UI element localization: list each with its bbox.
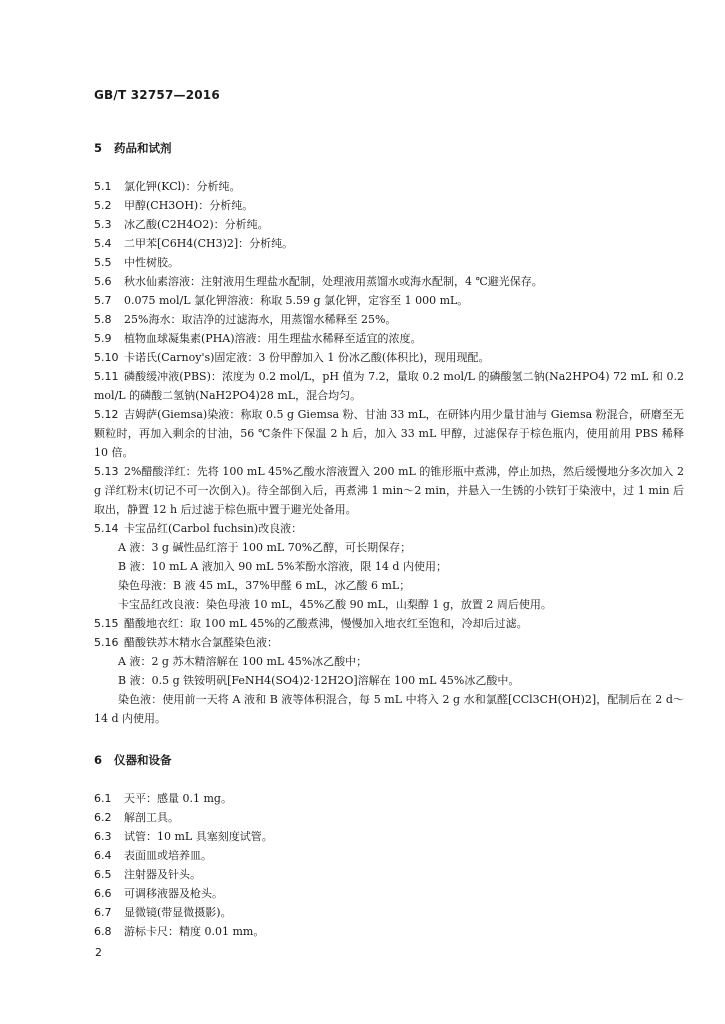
clause-5-10: 5.10 卡诺氏(Carnoy's)固定液：3 份甲醇加入 1 份冰乙酸(体积比)，现用现配。 — [94, 351, 490, 364]
clause-6-2: 6.2 解剖工具。 — [94, 811, 179, 824]
clause-5-12: 5.12 吉姆萨(Giemsa)染液：称取 0.5 g Giemsa 粉、甘油 33 mL，在研钵内用少量甘油与 Giemsa 粉混合，研磨至无颗粒时，再加入剩余的甘油，56 ℃条件下保温 2 h 后，加入 33 mL 甲醇，过滤保存于棕色瓶内，使用前用 PBS 稀释 10 倍。 — [94, 408, 684, 459]
page-number: 2 — [95, 946, 102, 959]
section-6-items — [94, 789, 684, 941]
clause-6-3: 6.3 试管：10 mL 具塞刻度试管。 — [94, 830, 273, 843]
clause-6-7: 6.7 显微镜(带显微摄影)。 — [94, 906, 232, 919]
clause-5-15: 5.15 醋酸地衣红：取 100 mL 45%的乙酸煮沸，慢慢加入地衣红至饱和，冷却后过滤。 — [94, 617, 528, 630]
standard-number: GB/T 32757—2016 — [94, 88, 220, 102]
clause-5-14-sub-d: 卡宝品红改良液：染色母液 10 mL，45%乙酸 90 mL，山梨醇 1 g，放置 2 周后使用。 — [118, 598, 552, 611]
clause-5-16: 5.16 醋酸铁苏木精水合氯醛染色液： — [94, 636, 278, 649]
clause-6-5: 6.5 注射器及针头。 — [94, 868, 201, 881]
clause-5-16-sub-b: B 液：0.5 g 铁铵明矾[FeNH4(SO4)2·12H2O]溶解在 100 mL 45%冰乙酸中。 — [118, 674, 520, 687]
clause-5-14: 5.14 卡宝品红(Carbol fuchsin)改良液： — [94, 522, 303, 535]
clause-5-3: 5.3 冰乙酸(C2H4O2)：分析纯。 — [94, 218, 269, 231]
section-5-number: 5 — [94, 141, 103, 155]
section-5-heading: 药品和试剂 — [114, 141, 172, 155]
clause-6-6: 6.6 可调移液器及枪头。 — [94, 887, 223, 900]
clause-6-4: 6.4 表面皿或培养皿。 — [94, 849, 212, 862]
clause-5-6: 5.6 秋水仙素溶液：注射液用生理盐水配制，处理液用蒸馏水或海水配制，4 ℃避光保存。 — [94, 275, 543, 288]
clause-5-2: 5.2 甲醇(CH3OH)：分析纯。 — [94, 199, 254, 212]
clause-5-14-sub-a: A 液：3 g 碱性品红溶于 100 mL 70%乙醇，可长期保存； — [118, 541, 412, 554]
clause-5-13: 5.13 2%醋酸洋红：先将 100 mL 45%乙酸水溶液置入 200 mL 的锥形瓶中煮沸，停止加热，然后缓慢地分多次加入 2 g 洋红粉末(切记不可一次倒入)。待全部倒入后，再煮沸 1 min～2 min，并悬入一生锈的小铁钉于染液中，过 1 min 后取出，静置 12 h 后过滤于棕色瓶中置于避光处备用。 — [94, 465, 684, 516]
clause-5-16-sub-a: A 液：2 g 苏木精溶解在 100 mL 45%冰乙酸中； — [118, 655, 368, 668]
clause-5-14-sub-b: B 液：10 mL A 液加入 90 mL 5%苯酚水溶液，限 14 d 内使用； — [118, 560, 447, 573]
clause-5-9: 5.9 植物血球凝集素(PHA)溶液：用生理盐水稀释至适宜的浓度。 — [94, 332, 422, 345]
clause-5-1: 5.1 氯化钾(KCl)：分析纯。 — [94, 180, 241, 193]
clause-5-11: 5.11 磷酸缓冲液(PBS)：浓度为 0.2 mol/L，pH 值为 7.2，量取 0.2 mol/L 的磷酸氢二钠(Na2HPO4) 72 mL 和 0.2 mol/L 的磷酸二氢钠(NaH2PO4)28 mL，混合均匀。 — [94, 370, 684, 402]
clause-6-8: 6.8 游标卡尺：精度 0.01 mm。 — [94, 925, 265, 938]
clause-5-4: 5.4 二甲苯[C6H4(CH3)2]：分析纯。 — [94, 237, 294, 250]
section-6-title — [94, 752, 172, 768]
section-5-title — [94, 140, 172, 156]
clause-5-5: 5.5 中性树胶。 — [94, 256, 179, 269]
section-6-number: 6 — [94, 753, 103, 767]
clause-5-14-sub-c: 染色母液：B 液 45 mL，37%甲醛 6 mL，冰乙酸 6 mL； — [118, 579, 411, 592]
clause-5-16-paragraph: 染色液：使用前一天将 A 液和 B 液等体积混合，每 5 mL 中将入 2 g 水和氯醛[CCl3CH(OH)2]，配制后在 2 d～14 d 内使用。 — [94, 693, 684, 725]
clause-5-7: 5.7 0.075 mol/L 氯化钾溶液：称取 5.59 g 氯化钾，定容至 1 000 mL。 — [94, 294, 469, 307]
section-6-heading: 仪器和设备 — [114, 753, 172, 767]
clause-6-1: 6.1 天平：感量 0.1 mg。 — [94, 792, 232, 805]
clause-5-8: 5.8 25%海水：取洁净的过滤海水，用蒸馏水稀释至 25%。 — [94, 313, 397, 326]
section-5-items — [94, 177, 684, 728]
